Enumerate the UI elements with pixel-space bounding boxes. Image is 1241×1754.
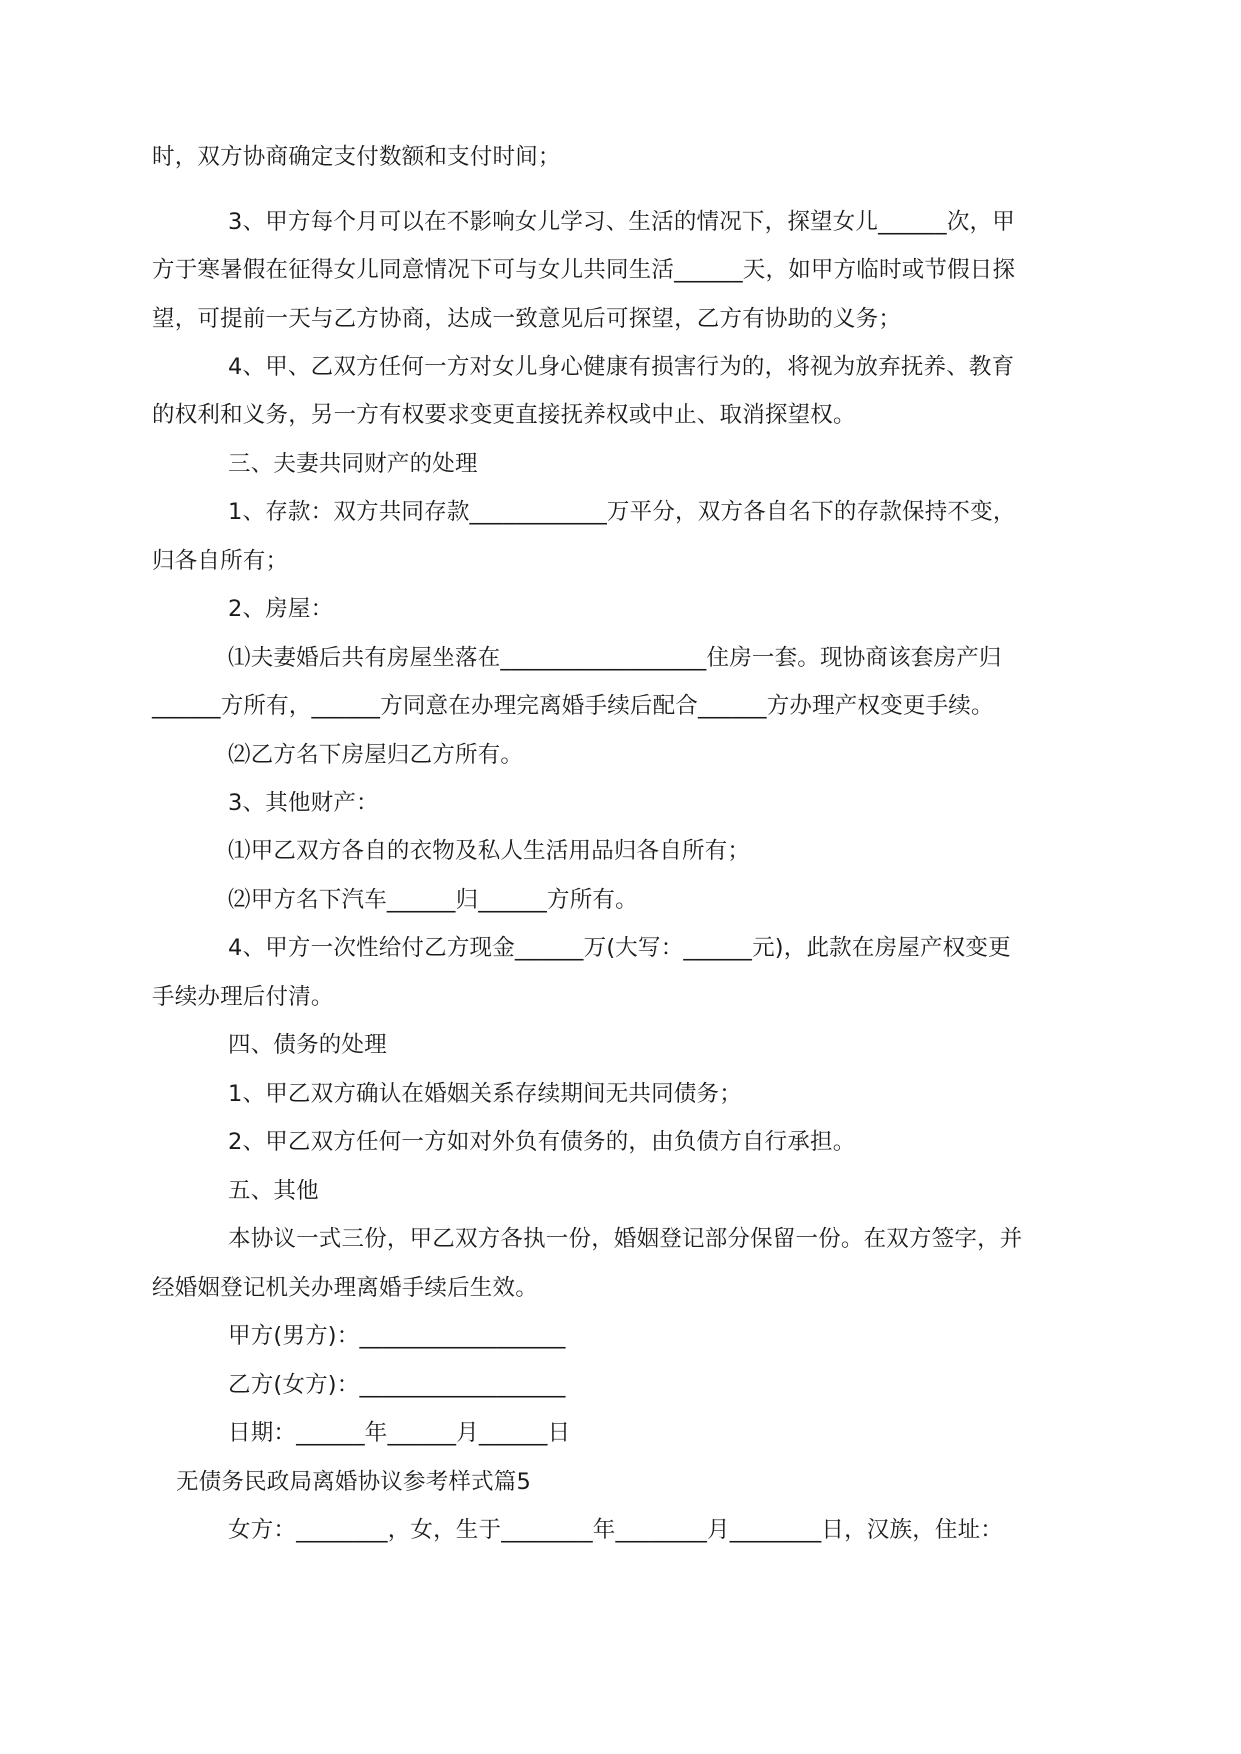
paragraph-line: 2、房屋： [228,596,334,622]
date-line: 日期：______年______月______日 [228,1420,571,1446]
paragraph-line: 4、甲方一次性给付乙方现金______万(大写：______元)，此款在房屋产权变更 [228,935,1011,961]
paragraph-line: ⑵甲方名下汽车______归______方所有。 [228,887,638,913]
section-heading: 三、夫妻共同财产的处理 [228,451,478,477]
paragraph-line: 4、甲、乙双方任何一方对女儿身心健康有损害行为的，将视为放弃抚养、教育 [228,354,1015,380]
paragraph-line: 2、甲乙双方任何一方如对外负有债务的，由负债方自行承担。 [228,1129,856,1155]
paragraph-line: 3、甲方每个月可以在不影响女儿学习、生活的情况下，探望女儿______次，甲 [228,209,1015,235]
paragraph-line: 经婚姻登记机关办理离婚手续后生效。 [152,1275,538,1301]
paragraph-line: ⑴夫妻婚后共有房屋坐落在__________________住房一套。现协商该套房产归 [228,645,1002,671]
section-heading: 五、其他 [228,1178,319,1204]
paragraph-line: 女方：________，女，生于________年________月________日，汉族，住址： [228,1517,1004,1543]
paragraph-line: 时，双方协商确定支付数额和支付时间； [152,144,561,170]
paragraph-line: 1、存款：双方共同存款____________万平分，双方各自名下的存款保持不变， [228,499,1016,525]
paragraph-line: 的权利和义务，另一方有权要求变更直接抚养权或中止、取消探望权。 [152,402,856,428]
template-title: 无债务民政局离婚协议参考样式篇5 [176,1469,532,1495]
paragraph-line: 方于寒暑假在征得女儿同意情况下可与女儿共同生活______天，如甲方临时或节假日探 [152,257,1016,283]
paragraph-line: ______方所有，______方同意在办理完离婚手续后配合______方办理产权变更手续。 [152,693,994,719]
paragraph-line: 本协议一式三份，甲乙双方各执一份，婚姻登记部分保留一份。在双方签字，并 [228,1226,1023,1252]
paragraph-line: ⑴甲乙双方各自的衣物及私人生活用品归各自所有； [228,838,751,864]
paragraph-line: 3、其他财产： [228,790,379,816]
paragraph-line: ⑵乙方名下房屋归乙方所有。 [228,742,524,768]
signature-line-party-b: 乙方(女方)：__________________ [228,1372,566,1398]
paragraph-line: 归各自所有； [152,548,289,574]
section-heading: 四、债务的处理 [228,1032,387,1058]
paragraph-line: 1、甲乙双方确认在婚姻关系存续期间无共同债务； [228,1081,742,1107]
signature-line-party-a: 甲方(男方)：__________________ [228,1323,566,1349]
paragraph-line: 望，可提前一天与乙方协商，达成一致意见后可探望，乙方有协助的义务； [152,306,902,332]
paragraph-line: 手续办理后付清。 [152,984,334,1010]
